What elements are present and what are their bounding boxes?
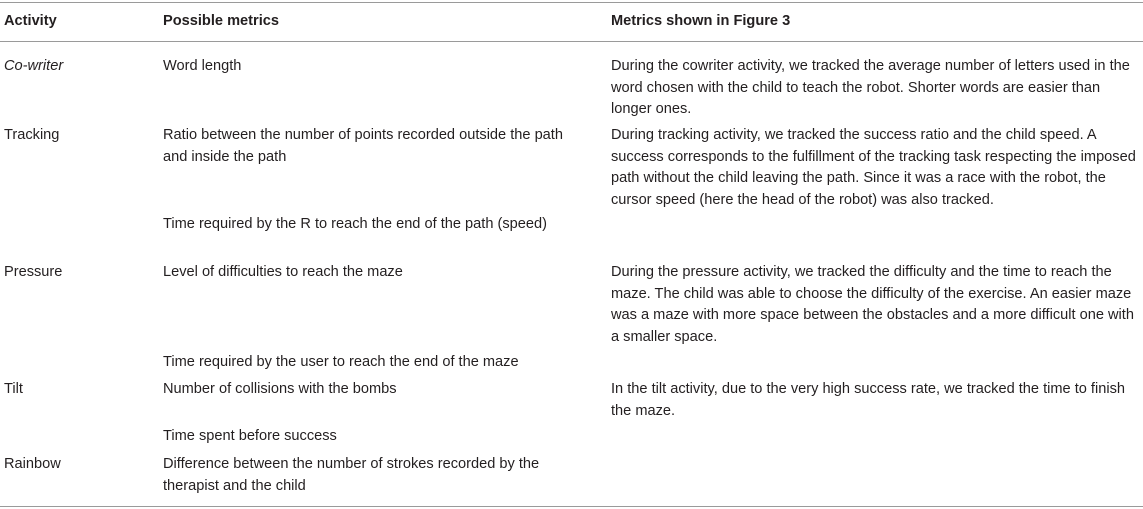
table-row-metric: Level of difficulties to reach the maze: [163, 264, 403, 280]
table-top-rule: [0, 2, 1143, 3]
header-activity: Activity: [4, 13, 57, 29]
table-row-metric: Number of collisions with the bombs: [163, 381, 397, 397]
header-possible-metrics: Possible metrics: [163, 13, 279, 29]
table-row-shown: During the pressure activity, we tracked the difficulty and the time to reach the maze. The child was able to choose the difficulty of the exercise. An easier maze was a maze with more space between the obstacles and a more difficult one with a smaller space.: [611, 264, 1134, 345]
table-row-activity: Co-writer: [4, 58, 64, 74]
table-row-activity: Tilt: [4, 381, 23, 397]
header-metrics-shown: Metrics shown in Figure 3: [611, 13, 791, 29]
table-row-activity: Pressure: [4, 264, 63, 280]
table-row-metric: Ratio between the number of points recorded outside the path and inside the path: [163, 127, 563, 165]
table-row-metric: Time required by the user to reach the end of the maze: [163, 354, 519, 370]
table-row-metric: Time spent before success: [163, 428, 337, 444]
table-row-metric: Time required by the R to reach the end of the path (speed): [163, 216, 547, 232]
table-row-shown: During the cowriter activity, we tracked the average number of letters used in the word chosen with the child to teach the robot. Shorter words are easier than longer ones.: [611, 58, 1130, 117]
table-header-rule: [0, 41, 1143, 42]
table-row-metric: Difference between the number of strokes recorded by the therapist and the child: [163, 456, 540, 494]
table-row-shown: In the tilt activity, due to the very high success rate, we tracked the time to finish the maze.: [611, 381, 1125, 419]
table-row-activity: Tracking: [4, 127, 60, 143]
table-row-activity: Rainbow: [4, 456, 61, 472]
table-row-metric: Word length: [163, 58, 242, 74]
table-bottom-rule: [0, 506, 1143, 507]
table-row-shown: During tracking activity, we tracked the success ratio and the child speed. A success corresponds to the fulfillment of the tracking task respecting the imposed path without the child leaving the path. Since it was a race with the robot, the cursor speed (here the head of the robot) was also tracked.: [611, 127, 1136, 208]
